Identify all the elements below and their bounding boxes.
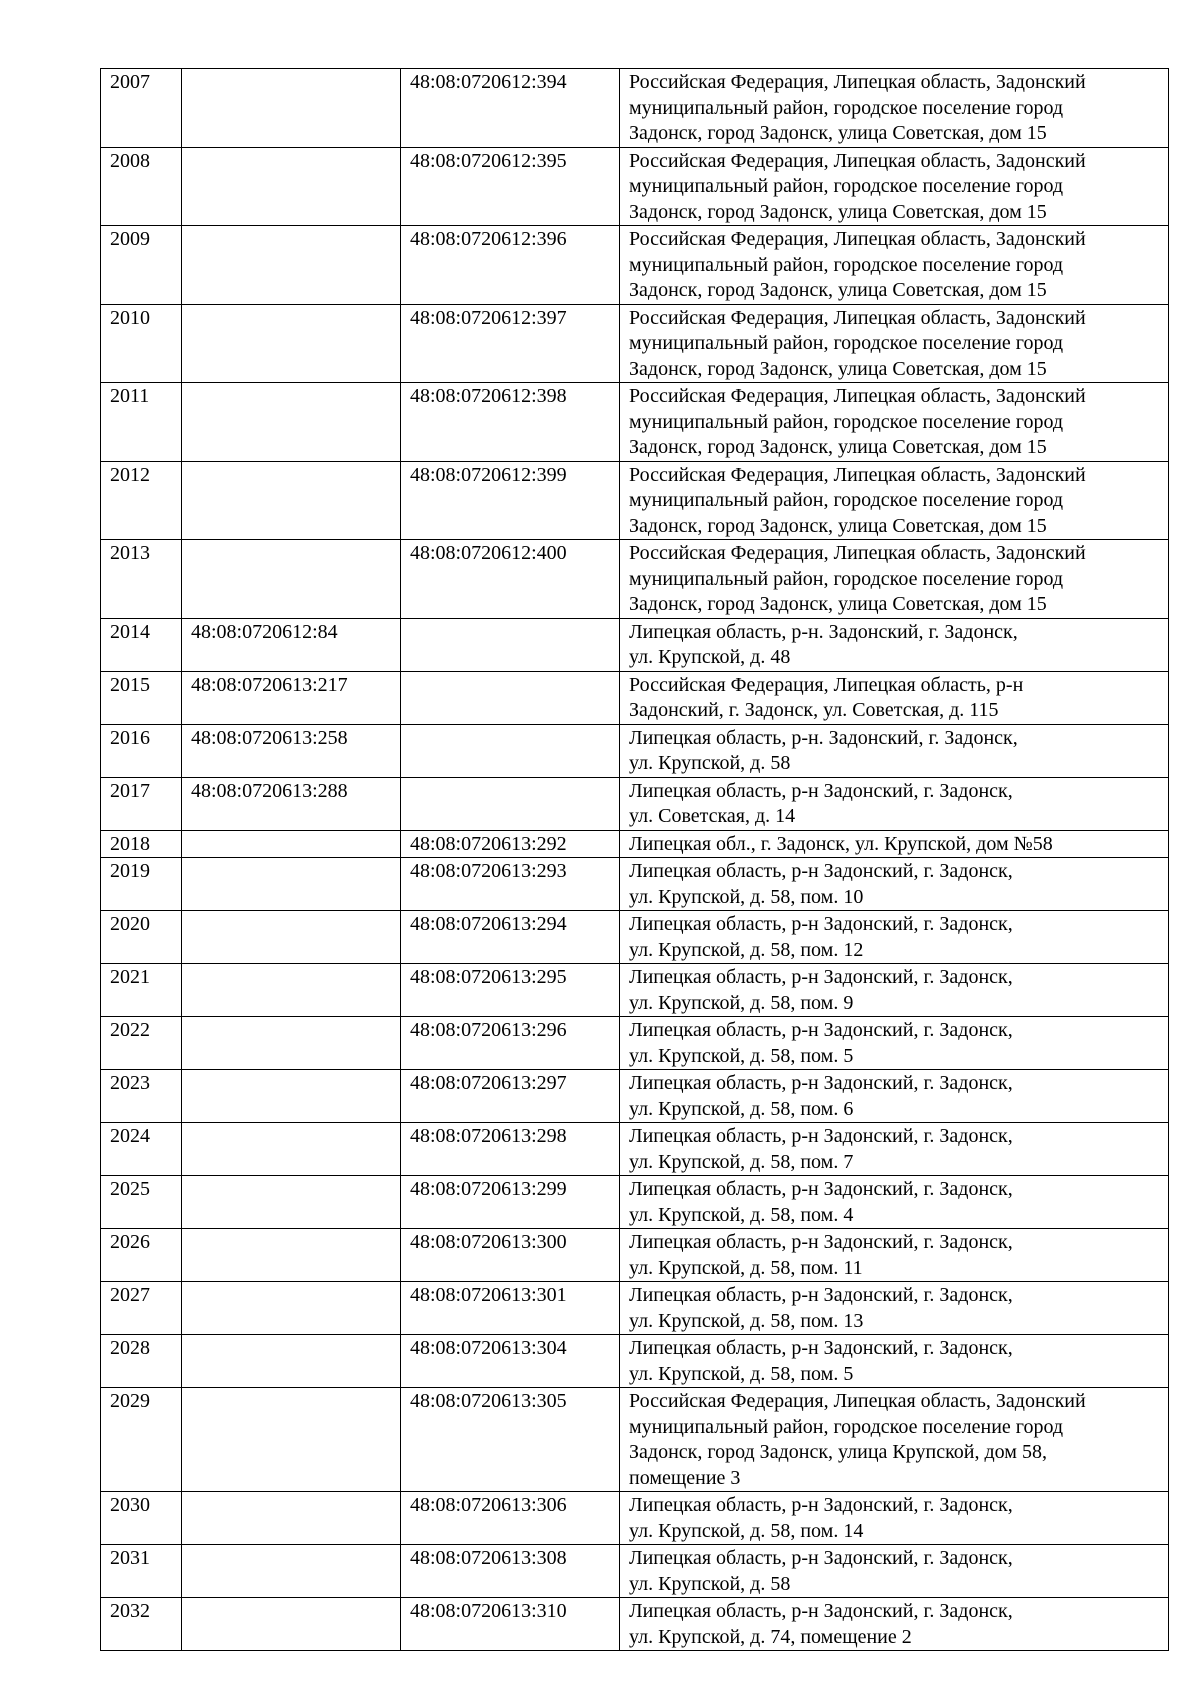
cell-row-number: 2013	[101, 540, 182, 619]
table-row	[101, 1017, 1169, 1070]
cell-address: Российская Федерация, Липецкая область, Задонский муниципальный район, городское поселение город Задонск, город Задонск, улица Советская, дом 15	[620, 304, 1169, 383]
cell-address: Липецкая область, р-н Задонский, г. Задонск, ул. Крупской, д. 58, пом. 9	[620, 964, 1169, 1017]
cell-cadastral-number-land	[182, 1492, 401, 1545]
cell-address: Российская Федерация, Липецкая область, Задонский муниципальный район, городское поселение город Задонск, город Задонск, улица Советская, дом 15	[620, 147, 1169, 226]
cell-cadastral-number-land: 48:08:0720613:288	[182, 777, 401, 830]
cell-cadastral-number-land	[182, 1229, 401, 1282]
cell-row-number: 2028	[101, 1335, 182, 1388]
cell-cadastral-number-land	[182, 830, 401, 858]
cell-cadastral-number-building: 48:08:0720613:301	[401, 1282, 620, 1335]
table-row	[101, 1598, 1169, 1651]
cell-cadastral-number-building: 48:08:0720612:400	[401, 540, 620, 619]
cell-row-number: 2019	[101, 858, 182, 911]
cell-cadastral-number-building	[401, 777, 620, 830]
cell-cadastral-number-building: 48:08:0720613:304	[401, 1335, 620, 1388]
table-row	[101, 1176, 1169, 1229]
cell-cadastral-number-land	[182, 1335, 401, 1388]
cell-address: Российская Федерация, Липецкая область, Задонский муниципальный район, городское поселение город Задонск, город Задонск, улица Крупской, дом 58, помещение 3	[620, 1388, 1169, 1492]
cell-address: Липецкая область, р-н. Задонский, г. Задонск, ул. Крупской, д. 48	[620, 618, 1169, 671]
cell-cadastral-number-building: 48:08:0720612:396	[401, 226, 620, 305]
table-row	[101, 226, 1169, 305]
cell-cadastral-number-land	[182, 69, 401, 148]
cell-address: Российская Федерация, Липецкая область, р-н Задонский, г. Задонск, ул. Советская, д. 115	[620, 671, 1169, 724]
cell-cadastral-number-land	[182, 1388, 401, 1492]
table-row	[101, 911, 1169, 964]
table-row	[101, 724, 1169, 777]
cell-address: Липецкая область, р-н Задонский, г. Задонск, ул. Советская, д. 14	[620, 777, 1169, 830]
cell-cadastral-number-land	[182, 226, 401, 305]
cell-row-number: 2031	[101, 1545, 182, 1598]
cell-row-number: 2009	[101, 226, 182, 305]
cell-cadastral-number-land	[182, 1545, 401, 1598]
cell-cadastral-number-building: 48:08:0720613:298	[401, 1123, 620, 1176]
cell-cadastral-number-building: 48:08:0720613:305	[401, 1388, 620, 1492]
cell-cadastral-number-land: 48:08:0720612:84	[182, 618, 401, 671]
table-row	[101, 383, 1169, 462]
cell-cadastral-number-building: 48:08:0720612:399	[401, 461, 620, 540]
table-row	[101, 964, 1169, 1017]
cell-cadastral-number-building: 48:08:0720612:397	[401, 304, 620, 383]
cell-address: Российская Федерация, Липецкая область, Задонский муниципальный район, городское поселение город Задонск, город Задонск, улица Советская, дом 15	[620, 540, 1169, 619]
cell-cadastral-number-building	[401, 724, 620, 777]
cell-cadastral-number-land	[182, 1282, 401, 1335]
cell-address: Липецкая область, р-н Задонский, г. Задонск, ул. Крупской, д. 58, пом. 10	[620, 858, 1169, 911]
cell-cadastral-number-land	[182, 1017, 401, 1070]
cell-cadastral-number-building: 48:08:0720613:310	[401, 1598, 620, 1651]
cell-row-number: 2025	[101, 1176, 182, 1229]
cell-address: Липецкая область, р-н Задонский, г. Задонск, ул. Крупской, д. 58	[620, 1545, 1169, 1598]
cell-cadastral-number-building: 48:08:0720613:293	[401, 858, 620, 911]
table-row	[101, 304, 1169, 383]
table-row	[101, 777, 1169, 830]
table-row	[101, 1545, 1169, 1598]
table-row	[101, 1388, 1169, 1492]
cell-row-number: 2012	[101, 461, 182, 540]
cell-cadastral-number-land: 48:08:0720613:258	[182, 724, 401, 777]
table-row	[101, 1282, 1169, 1335]
property-registry-table	[100, 68, 1169, 1651]
cell-row-number: 2026	[101, 1229, 182, 1282]
cell-cadastral-number-land	[182, 1176, 401, 1229]
cell-cadastral-number-building: 48:08:0720613:295	[401, 964, 620, 1017]
table-body	[101, 69, 1169, 1651]
cell-row-number: 2021	[101, 964, 182, 1017]
cell-cadastral-number-building: 48:08:0720613:299	[401, 1176, 620, 1229]
cell-cadastral-number-building: 48:08:0720613:292	[401, 830, 620, 858]
cell-address: Липецкая область, р-н Задонский, г. Задонск, ул. Крупской, д. 58, пом. 5	[620, 1335, 1169, 1388]
cell-address: Липецкая область, р-н Задонский, г. Задонск, ул. Крупской, д. 58, пом. 12	[620, 911, 1169, 964]
cell-row-number: 2029	[101, 1388, 182, 1492]
cell-cadastral-number-building: 48:08:0720613:308	[401, 1545, 620, 1598]
cell-row-number: 2022	[101, 1017, 182, 1070]
cell-address: Липецкая область, р-н Задонский, г. Задонск, ул. Крупской, д. 74, помещение 2	[620, 1598, 1169, 1651]
table-row	[101, 1070, 1169, 1123]
cell-row-number: 2024	[101, 1123, 182, 1176]
cell-address: Российская Федерация, Липецкая область, Задонский муниципальный район, городское поселение город Задонск, город Задонск, улица Советская, дом 15	[620, 383, 1169, 462]
cell-row-number: 2015	[101, 671, 182, 724]
cell-row-number: 2016	[101, 724, 182, 777]
cell-cadastral-number-building	[401, 618, 620, 671]
cell-row-number: 2011	[101, 383, 182, 462]
cell-row-number: 2010	[101, 304, 182, 383]
table-row	[101, 618, 1169, 671]
cell-cadastral-number-building: 48:08:0720613:306	[401, 1492, 620, 1545]
cell-row-number: 2020	[101, 911, 182, 964]
cell-cadastral-number-land	[182, 461, 401, 540]
table-row	[101, 671, 1169, 724]
cell-address: Липецкая область, р-н Задонский, г. Задонск, ул. Крупской, д. 58, пом. 6	[620, 1070, 1169, 1123]
cell-cadastral-number-land	[182, 964, 401, 1017]
document-page	[100, 68, 1168, 1651]
table-row	[101, 1229, 1169, 1282]
cell-cadastral-number-building: 48:08:0720612:394	[401, 69, 620, 148]
cell-row-number: 2023	[101, 1070, 182, 1123]
cell-cadastral-number-building: 48:08:0720613:296	[401, 1017, 620, 1070]
cell-cadastral-number-building: 48:08:0720612:398	[401, 383, 620, 462]
cell-cadastral-number-building: 48:08:0720612:395	[401, 147, 620, 226]
table-row	[101, 461, 1169, 540]
cell-cadastral-number-building: 48:08:0720613:300	[401, 1229, 620, 1282]
cell-row-number: 2014	[101, 618, 182, 671]
cell-address: Российская Федерация, Липецкая область, Задонский муниципальный район, городское поселение город Задонск, город Задонск, улица Советская, дом 15	[620, 226, 1169, 305]
cell-cadastral-number-land	[182, 383, 401, 462]
table-row	[101, 1492, 1169, 1545]
cell-cadastral-number-land	[182, 1123, 401, 1176]
cell-row-number: 2030	[101, 1492, 182, 1545]
table-row	[101, 1335, 1169, 1388]
table-row	[101, 858, 1169, 911]
table-row	[101, 1123, 1169, 1176]
cell-cadastral-number-building	[401, 671, 620, 724]
cell-address: Липецкая область, р-н Задонский, г. Задонск, ул. Крупской, д. 58, пом. 5	[620, 1017, 1169, 1070]
table-row	[101, 830, 1169, 858]
cell-row-number: 2017	[101, 777, 182, 830]
cell-address: Липецкая область, р-н Задонский, г. Задонск, ул. Крупской, д. 58, пом. 14	[620, 1492, 1169, 1545]
cell-row-number: 2027	[101, 1282, 182, 1335]
cell-cadastral-number-land	[182, 911, 401, 964]
cell-address: Российская Федерация, Липецкая область, Задонский муниципальный район, городское поселение город Задонск, город Задонск, улица Советская, дом 15	[620, 461, 1169, 540]
table-row	[101, 147, 1169, 226]
cell-address: Липецкая область, р-н Задонский, г. Задонск, ул. Крупской, д. 58, пом. 7	[620, 1123, 1169, 1176]
cell-address: Липецкая область, р-н Задонский, г. Задонск, ул. Крупской, д. 58, пом. 13	[620, 1282, 1169, 1335]
cell-cadastral-number-land	[182, 540, 401, 619]
cell-row-number: 2018	[101, 830, 182, 858]
cell-address: Липецкая область, р-н. Задонский, г. Задонск, ул. Крупской, д. 58	[620, 724, 1169, 777]
table-row	[101, 69, 1169, 148]
cell-cadastral-number-land: 48:08:0720613:217	[182, 671, 401, 724]
cell-cadastral-number-building: 48:08:0720613:297	[401, 1070, 620, 1123]
cell-cadastral-number-land	[182, 1598, 401, 1651]
cell-cadastral-number-building: 48:08:0720613:294	[401, 911, 620, 964]
cell-address: Липецкая обл., г. Задонск, ул. Крупской, дом №58	[620, 830, 1169, 858]
cell-row-number: 2007	[101, 69, 182, 148]
cell-address: Липецкая область, р-н Задонский, г. Задонск, ул. Крупской, д. 58, пом. 11	[620, 1229, 1169, 1282]
cell-cadastral-number-land	[182, 304, 401, 383]
table-row	[101, 540, 1169, 619]
cell-cadastral-number-land	[182, 147, 401, 226]
cell-row-number: 2032	[101, 1598, 182, 1651]
cell-address: Липецкая область, р-н Задонский, г. Задонск, ул. Крупской, д. 58, пом. 4	[620, 1176, 1169, 1229]
cell-row-number: 2008	[101, 147, 182, 226]
cell-cadastral-number-land	[182, 1070, 401, 1123]
cell-address: Российская Федерация, Липецкая область, Задонский муниципальный район, городское поселение город Задонск, город Задонск, улица Советская, дом 15	[620, 69, 1169, 148]
cell-cadastral-number-land	[182, 858, 401, 911]
